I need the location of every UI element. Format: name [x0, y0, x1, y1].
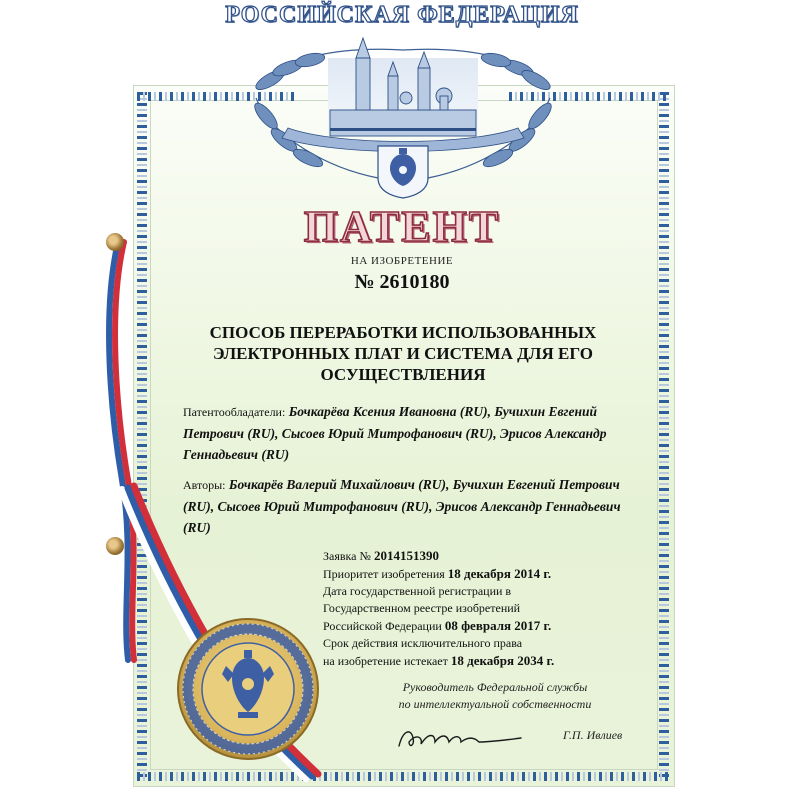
signatory-title-line-1: Руководитель Федеральной службы	[402, 680, 588, 694]
term-label: на изобретение истекает	[323, 654, 448, 668]
term-date: 18 декабря 2034 г.	[450, 653, 555, 668]
signatory-title-line-2: по интеллектуальной собственности	[398, 697, 592, 711]
patent-number: № 2610180	[354, 271, 450, 293]
authors-value: Бочкарёв Валерий Михайлович (RU), Бучихин Евгений Петрович (RU), Сысоев Юрий Митрофанович (RU), Эрисов Александр Геннадьевич (RU)	[183, 477, 621, 535]
document-title: ПАТЕНТ	[303, 202, 501, 251]
invention-title: СПОСОБ ПЕРЕРАБОТКИ ИСПОЛЬЗОВАННЫХ ЭЛЕКТРОННЫХ ПЛАТ И СИСТЕМА ДЛЯ ЕГО ОСУЩЕСТВЛЕНИЯ	[209, 323, 597, 384]
application-label: Заявка №	[323, 549, 371, 563]
application-row	[323, 547, 643, 565]
registration-line-1: Дата государственной регистрации в	[323, 584, 512, 598]
country-heading: РОССИЙСКАЯ ФЕДЕРАЦИЯ	[225, 2, 579, 28]
holders-label: Патентообладатели:	[183, 405, 286, 419]
grommet-bottom	[106, 537, 124, 555]
term-line-1: Срок действия исключительного права	[323, 636, 523, 650]
signatory-title	[375, 679, 615, 713]
priority-label: Приоритет изобретения	[323, 567, 445, 581]
authors-label: Авторы:	[183, 478, 226, 492]
handwritten-signature	[395, 724, 525, 752]
registration-line-2: Государственном реестре изобретений	[323, 601, 521, 615]
grommet-top	[106, 233, 124, 251]
signer-name: Г.П. Ивлиев	[563, 728, 623, 742]
priority-date: 18 декабря 2014 г.	[447, 566, 552, 581]
holders-value: Бочкарёва Ксения Ивановна (RU), Бучихин Евгений Петрович (RU), Сысоев Юрий Митрофанович (RU), Эрисов Александр Геннадьевич (RU)	[183, 404, 607, 462]
term-row	[323, 652, 643, 670]
priority-row	[323, 565, 643, 583]
registration-label: Российской Федерации	[323, 619, 442, 633]
official-seal	[168, 616, 328, 762]
document-kind: НА ИЗОБРЕТЕНИЕ	[350, 255, 454, 267]
kremlin-emblem	[218, 28, 588, 200]
registration-details	[323, 547, 643, 670]
application-number: 2014151390	[373, 548, 439, 563]
ornamental-border-right	[659, 92, 669, 780]
registration-row	[323, 617, 643, 635]
registration-date: 08 февраля 2017 г.	[444, 618, 552, 633]
